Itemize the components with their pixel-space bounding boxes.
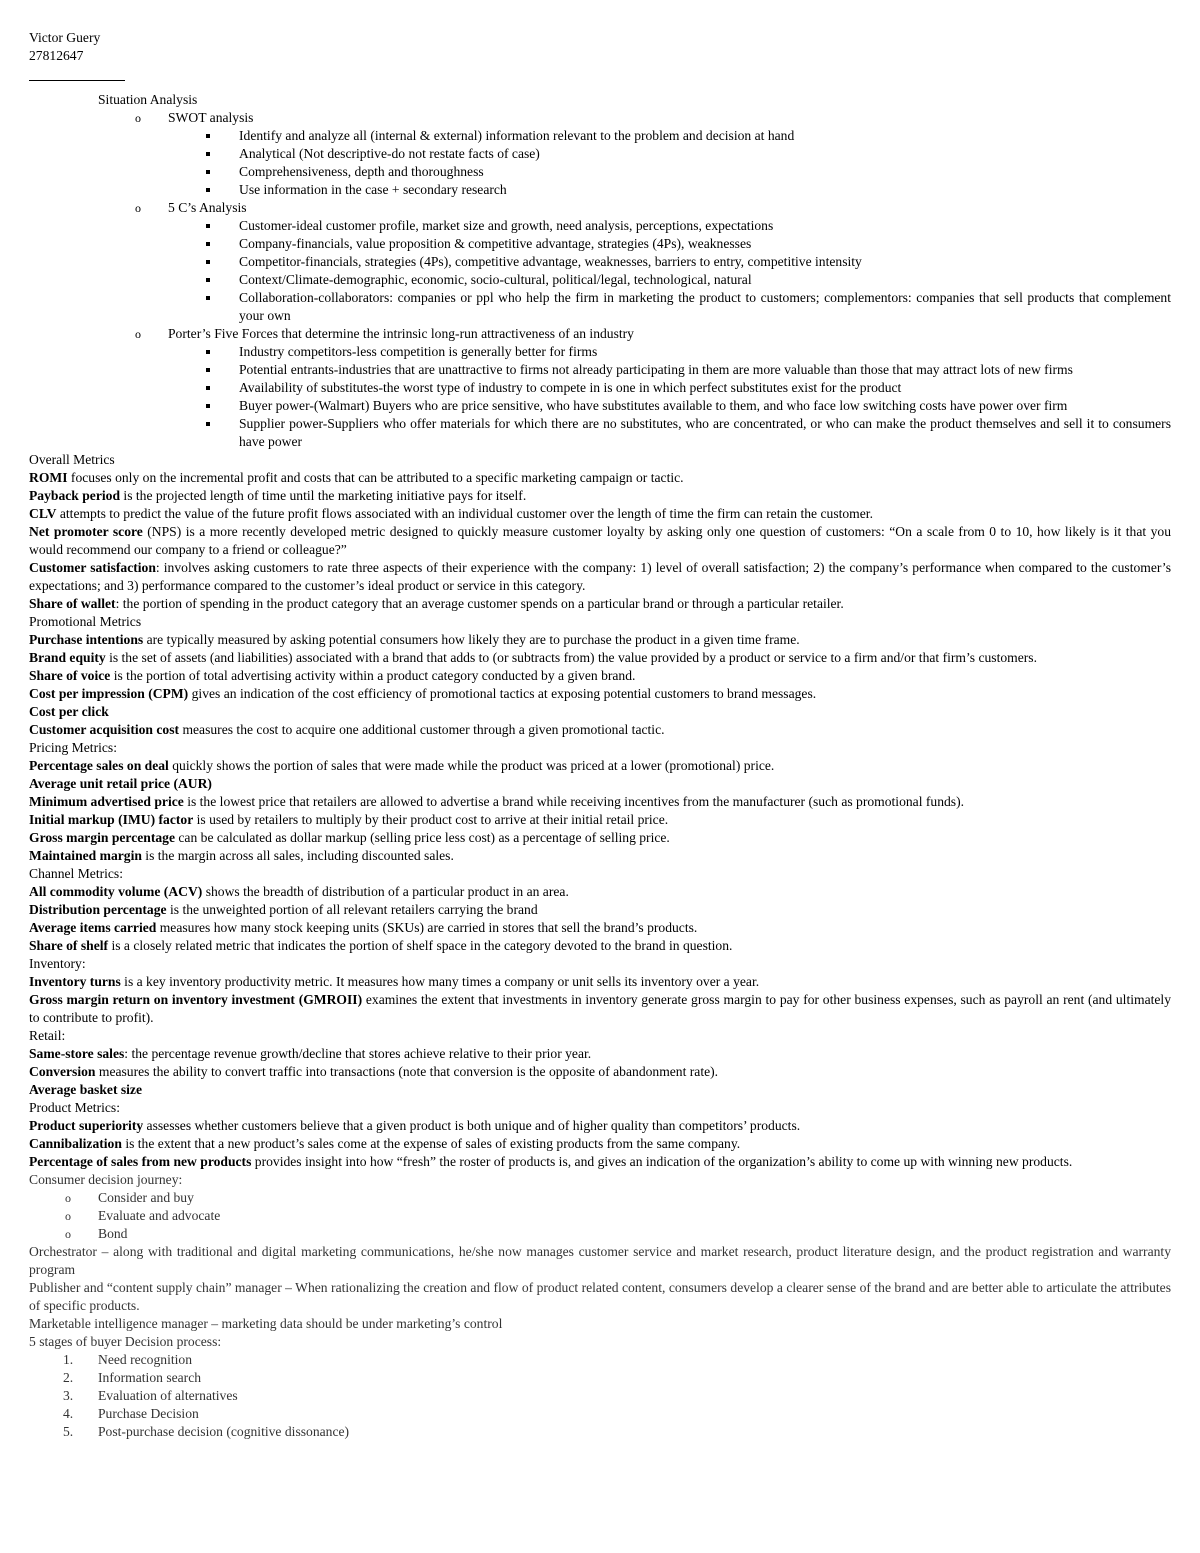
metric-text: measures how many stock keeping units (SKUs) are carried in stores that sell the brand’s products. [156, 920, 698, 935]
stage-item [29, 1351, 1171, 1369]
metric-text: gives an indication of the cost efficiency of promotional tactics at exposing potential customers to brand messages. [188, 686, 817, 701]
metric-text: assesses whether customers believe that a given product is both unique and of higher quality than competitors’ products. [143, 1118, 801, 1133]
metric-definition [29, 1081, 1171, 1099]
bullet-item: Identify and analyze all (internal & external) information relevant to the problem and decision at hand [29, 127, 1171, 145]
metric-definition [29, 919, 1171, 937]
header-divider [29, 80, 125, 81]
metric-definition [29, 1135, 1171, 1153]
section-title: o 5 C’s Analysis [168, 200, 247, 215]
metric-definition [29, 487, 1171, 505]
stages-heading: 5 stages of buyer Decision process: [29, 1334, 222, 1349]
metric-group-heading: Retail: [29, 1028, 66, 1043]
metric-definition [29, 901, 1171, 919]
metric-text: is the projected length of time until the marketing initiative pays for itself. [120, 488, 527, 503]
metric-term: Same-store sales [29, 1046, 125, 1061]
section-items [29, 343, 1171, 451]
metric-group-heading: Product Metrics: [29, 1100, 120, 1115]
roles-section [29, 1243, 1171, 1333]
metric-term: Cost per click [29, 704, 109, 719]
metric-group-heading: Promotional Metrics [29, 614, 142, 629]
metric-term: Net promoter score [29, 524, 143, 539]
metric-definition [29, 649, 1171, 667]
metric-term: Average items carried [29, 920, 157, 935]
metric-term: Customer satisfaction [29, 560, 156, 575]
journey-item: o Consider and buy [29, 1189, 1171, 1207]
metric-term: Payback period [29, 488, 121, 503]
metric-text: : involves asking customers to rate three aspects of their experience with the company: 1) level of overall satisfaction; 2) the company’s performance when compared to the customer’s expectations; and 3) performance compared to the customer’s ideal product or service in this category. [29, 560, 1171, 593]
metric-term: Gross margin return on inventory investment (GMROII) [29, 992, 363, 1007]
journey-list [29, 1189, 1171, 1243]
metric-definition [29, 505, 1171, 523]
metric-definition [29, 559, 1171, 595]
bullet-item: Use information in the case + secondary research [29, 181, 1171, 199]
metric-term: Conversion [29, 1064, 96, 1079]
metric-text: is the lowest price that retailers are allowed to advertise a brand while receiving incentives from the manufacturer (such as promotional funds). [183, 794, 965, 809]
situation-section [29, 325, 1171, 343]
metric-definition [29, 1117, 1171, 1135]
metric-definition [29, 937, 1171, 955]
metric-term: Initial markup (IMU) factor [29, 812, 194, 827]
bullet-item: Competitor-financials, strategies (4Ps), competitive advantage, weaknesses, barriers to entry, competitive intensity [29, 253, 1171, 271]
bullet-item: Context/Climate-demographic, economic, socio-cultural, political/legal, technological, natural [29, 271, 1171, 289]
metric-definition [29, 793, 1171, 811]
metric-definition [29, 1045, 1171, 1063]
section-items [29, 217, 1171, 325]
metric-definition [29, 523, 1171, 559]
author-name: Victor Guery [29, 30, 101, 45]
metric-term: Inventory turns [29, 974, 121, 989]
metric-text: : the percentage revenue growth/decline that stores achieve relative to their prior year. [124, 1046, 592, 1061]
bullet-item: Supplier power-Suppliers who offer materials for which there are no substitutes, who are concentrated, or who can make the product themselves and sell it to consumers have power [29, 415, 1171, 451]
metric-text: provides insight into how “fresh” the roster of products is, and gives an indication of the organization’s ability to come up with winning new products. [251, 1154, 1073, 1169]
metric-group-heading: Channel Metrics: [29, 866, 124, 881]
bullet-item: Company-financials, value proposition & competitive advantage, strategies (4Ps), weaknesses [29, 235, 1171, 253]
metric-term: Cost per impression (CPM) [29, 686, 189, 701]
stage-text: Purchase Decision [98, 1406, 199, 1421]
metric-definition [29, 1063, 1171, 1081]
bullet-item: Analytical (Not descriptive-do not restate facts of case) [29, 145, 1171, 163]
metric-definition [29, 829, 1171, 847]
metric-text: can be calculated as dollar markup (selling price less cost) as a percentage of selling price. [175, 830, 670, 845]
metric-term: Purchase intentions [29, 632, 144, 647]
metric-text: focuses only on the incremental profit and costs that can be attributed to a specific marketing campaign or tactic. [67, 470, 684, 485]
metric-definition [29, 757, 1171, 775]
metric-text: are typically measured by asking potential consumers how likely they are to purchase the product in a given time frame. [143, 632, 800, 647]
metric-text: is the set of assets (and liabilities) associated with a brand that adds to (or subtracts from) the value provided by a product or service to a firm and/or that firm’s customers. [105, 650, 1037, 665]
bullet-item: Collaboration-collaborators: companies or ppl who help the firm in marketing the product to customers; complementors: companies that sell products that complement your own [29, 289, 1171, 325]
journey-heading: Consumer decision journey: [29, 1172, 183, 1187]
situation-list [29, 109, 1171, 451]
metric-definition [29, 883, 1171, 901]
stages-list [29, 1351, 1171, 1441]
journey-item: o Bond [29, 1225, 1171, 1243]
bullet-item: Buyer power-(Walmart) Buyers who are price sensitive, who have substitutes available to them, and who face low switching costs have power over firm [29, 397, 1171, 415]
metric-term: Maintained margin [29, 848, 142, 863]
metric-text: attempts to predict the value of the future profit flows associated with an individual customer over the length of time the firm can retain the customer. [56, 506, 873, 521]
metric-term: CLV [29, 506, 57, 521]
metric-text: is a closely related metric that indicates the portion of shelf space in the category devoted to the brand in question. [108, 938, 733, 953]
metric-term: Share of shelf [29, 938, 109, 953]
metric-term: Customer acquisition cost [29, 722, 180, 737]
metric-text: shows the breadth of distribution of a particular product in an area. [202, 884, 569, 899]
metric-definition [29, 703, 1171, 721]
situation-title: Situation Analysis [98, 92, 198, 107]
metric-term: All commodity volume (ACV) [29, 884, 203, 899]
stage-item [29, 1405, 1171, 1423]
metric-text: is the portion of total advertising activity within a product category conducted by a given brand. [110, 668, 636, 683]
metrics-section [29, 451, 1171, 1171]
metric-term: Distribution percentage [29, 902, 167, 917]
metric-term: Gross margin percentage [29, 830, 175, 845]
bullet-item: Comprehensiveness, depth and thoroughness [29, 163, 1171, 181]
metric-term: Average unit retail price (AUR) [29, 776, 212, 791]
metric-term: Minimum advertised price [29, 794, 184, 809]
stage-number: 2. [63, 1370, 74, 1385]
metric-text: : the portion of spending in the product category that an average customer spends on a particular brand or through a particular retailer. [115, 596, 844, 611]
metric-text: measures the ability to convert traffic into transactions (note that conversion is the opposite of abandonment rate). [95, 1064, 719, 1079]
metric-term: ROMI [29, 470, 68, 485]
metric-text: (NPS) is a more recently developed metric designed to quickly measure customer loyalty by asking only one question of customers: “On a scale from 0 to 10, how likely is it that you would recommend our company to a friend or colleague?” [29, 524, 1171, 557]
section-title: o Porter’s Five Forces that determine the intrinsic long-run attractiveness of an industry [168, 326, 634, 341]
stage-text: Post-purchase decision (cognitive dissonance) [98, 1424, 350, 1439]
document-page [29, 29, 1171, 1441]
stage-item [29, 1369, 1171, 1387]
metric-definition [29, 721, 1171, 739]
metric-text: examines the extent that investments in inventory generate gross margin to pay for other business expenses, such as payroll an rent (and ultimately to contribute to profit). [29, 992, 1171, 1025]
bullet-item: Industry competitors-less competition is generally better for firms [29, 343, 1171, 361]
metric-definition [29, 973, 1171, 991]
metric-text: measures the cost to acquire one additional customer through a given promotional tactic. [179, 722, 665, 737]
metric-definition [29, 1153, 1171, 1171]
metric-definition [29, 469, 1171, 487]
metric-term: Share of voice [29, 668, 111, 683]
stage-text: Information search [98, 1370, 202, 1385]
metric-group-heading: Overall Metrics [29, 452, 115, 467]
situation-section [29, 109, 1171, 127]
metric-term: Product superiority [29, 1118, 144, 1133]
section-title: o SWOT analysis [168, 110, 254, 125]
metric-definition [29, 667, 1171, 685]
metric-group-heading: Pricing Metrics: [29, 740, 117, 755]
metric-term: Share of wallet [29, 596, 116, 611]
journey-item: o Evaluate and advocate [29, 1207, 1171, 1225]
metric-group-heading: Inventory: [29, 956, 86, 971]
stage-number: 4. [63, 1406, 74, 1421]
metric-text: is used by retailers to multiply by their product cost to arrive at their initial retail price. [193, 812, 669, 827]
bullet-item: Availability of substitutes-the worst type of industry to compete in is one in which perfect substitutes exist for the product [29, 379, 1171, 397]
stage-text: Need recognition [98, 1352, 192, 1367]
metric-term: Percentage sales on deal [29, 758, 169, 773]
metric-term: Cannibalization [29, 1136, 122, 1151]
stage-text: Evaluation of alternatives [98, 1388, 238, 1403]
metric-definition [29, 991, 1171, 1027]
role-paragraph: Publisher and “content supply chain” manager – When rationalizing the creation and flow of product related content, consumers develop a clearer sense of the brand and are better able to articulate the attributes of specific products. [29, 1280, 1171, 1313]
section-items [29, 127, 1171, 199]
stage-number: 3. [63, 1388, 74, 1403]
metric-text: is a key inventory productivity metric. It measures how many times a company or unit sells its inventory over a year. [120, 974, 760, 989]
metric-term: Percentage of sales from new products [29, 1154, 252, 1169]
stage-item [29, 1387, 1171, 1405]
bullet-item: Potential entrants-industries that are unattractive to firms not already participating in them are more valuable than those that may attract lots of new firms [29, 361, 1171, 379]
role-paragraph: Orchestrator – along with traditional and digital marketing communications, he/she now manages customer service and market research, product literature design, and the product registration and warranty program [29, 1244, 1171, 1277]
metric-text: is the extent that a new product’s sales come at the expense of sales of existing products from the same company. [121, 1136, 741, 1151]
stage-item [29, 1423, 1171, 1441]
metric-text: is the unweighted portion of all relevant retailers carrying the brand [166, 902, 538, 917]
metric-definition [29, 595, 1171, 613]
metric-definition [29, 631, 1171, 649]
bullet-item: Customer-ideal customer profile, market size and growth, need analysis, perceptions, expectations [29, 217, 1171, 235]
metric-text: quickly shows the portion of sales that were made while the product was priced at a lower (promotional) price. [168, 758, 775, 773]
metric-term: Brand equity [29, 650, 106, 665]
situation-section [29, 199, 1171, 217]
metric-definition [29, 847, 1171, 865]
metric-definition [29, 811, 1171, 829]
stage-number: 5. [63, 1424, 74, 1439]
metric-term: Average basket size [29, 1082, 142, 1097]
metric-text: is the margin across all sales, including discounted sales. [141, 848, 454, 863]
metric-definition [29, 775, 1171, 793]
role-paragraph: Marketable intelligence manager – marketing data should be under marketing’s control [29, 1316, 503, 1331]
student-id: 27812647 [29, 48, 84, 63]
stage-number: 1. [63, 1352, 74, 1367]
metric-definition [29, 685, 1171, 703]
